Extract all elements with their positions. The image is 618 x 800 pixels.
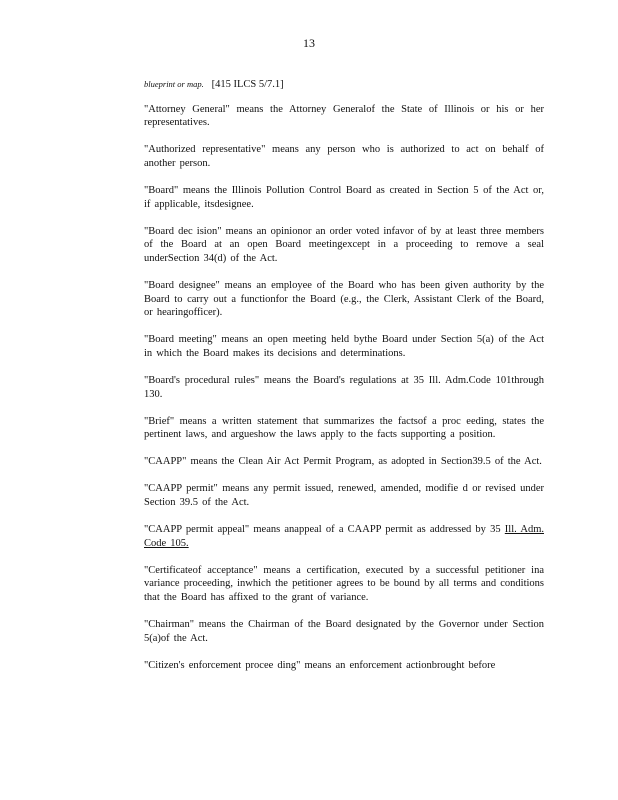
definition-paragraph — [144, 143, 544, 170]
definition-text: "Board dec ision" means an opinionor an order voted infavor of by at least three members of the Board at an open Board meetingexcept in a proceeding to remove a seal underSection 34(d) of the Act. — [144, 225, 544, 264]
definition-paragraph — [144, 455, 544, 469]
definition-text: "Authorized representative" means any person who is authorized to act on behalf of another person. — [144, 144, 544, 169]
definition-paragraph — [144, 415, 544, 442]
definition-text: "Certificateof acceptance" means a certification, executed by a successful petitioner ina variance proceeding, inwhich the petitioner agrees to be bound by all terms and conditions that the Board has affixed to the grant of variance. — [144, 564, 544, 603]
statute-citation: [415 ILCS 5/7.1] — [211, 79, 284, 90]
definition-text: "Chairman" means the Chairman of the Board designated by the Governor under Section 5(a)of the Act. — [144, 619, 544, 644]
definition-text: "Board designee" means an employee of the Board who has been given authority by the Board to carry out a functionfor the Board (e.g., the Clerk, Assistant Clerk of the Board, or hearingofficer). — [144, 279, 544, 319]
definition-paragraph — [144, 103, 544, 130]
definition-paragraph — [144, 225, 544, 266]
definition-paragraph — [144, 184, 544, 211]
definitions-list — [144, 103, 544, 673]
definition-text: "CAAPP" means the Clean Air Act Permit Program, as adopted in Section39.5 of the Act. — [144, 456, 542, 468]
definition-paragraph — [144, 564, 544, 605]
definition-paragraph — [144, 618, 544, 645]
underlined-citation: Ill. Adm. Code 105. — [144, 524, 544, 549]
page-number: 13 — [303, 36, 315, 50]
definition-text: "Brief" means a written statement that summarizes the factsof a proc eeding, states the pertinent laws, and argueshow the laws apply to the facts supporting a position. — [144, 415, 544, 441]
definition-paragraph — [144, 374, 544, 401]
definition-paragraph — [144, 523, 544, 550]
continued-text: blueprint or map. — [144, 79, 204, 89]
definition-text: "Board meeting" means an open meeting held bythe Board under Section 5(a) of the Act in which the Board makes its decisions and determinations. — [144, 334, 544, 359]
definition-text: "Attorney General" means the Attorney Generalof the State of Illinois or his or her representatives. — [144, 103, 544, 129]
definition-text: "CAAPP permit appeal" means anappeal of a CAAPP permit as addressed by 35 — [144, 524, 505, 536]
definition-text: "CAAPP permit" means any permit issued, renewed, amended, modifie d or revised under Section 39.5 of the Act. — [144, 483, 544, 508]
definition-paragraph — [144, 482, 544, 509]
document-body — [144, 78, 544, 686]
definition-paragraph — [144, 333, 544, 360]
definition-text: "Board's procedural rules" means the Board's regulations at 35 Ill. Adm.Code 101through 130. — [144, 374, 544, 400]
definition-paragraph — [144, 279, 544, 320]
continued-paragraph — [144, 78, 544, 92]
definition-text: "Board" means the Illinois Pollution Control Board as created in Section 5 of the Act or, if applicable, itsdesignee. — [144, 184, 544, 210]
definition-paragraph — [144, 659, 544, 673]
definition-text: "Citizen's enforcement procee ding" means an enforcement actionbrought before — [144, 659, 496, 671]
